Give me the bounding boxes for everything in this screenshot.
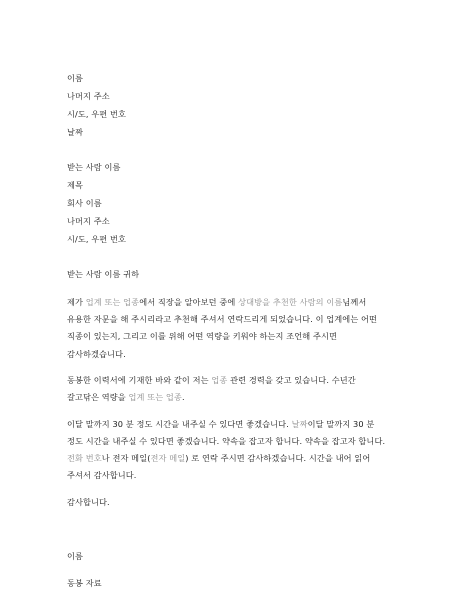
body-p1-line2: 유용한 자문을 해 주시리라고 추천해 주셔서 연락드리게 되었습니다. 이 업계에는 어떤 bbox=[67, 314, 378, 324]
placeholder-phone: 전화 번호 bbox=[67, 453, 102, 463]
recipient-name: 받는 사람 이름 bbox=[67, 162, 121, 172]
body-p3-line3 bbox=[67, 453, 370, 464]
recipient-city-zip: 시/도, 우편 번호 bbox=[67, 234, 127, 244]
text-run: 동봉한 이력서에 기재한 바와 같이 저는 bbox=[67, 375, 212, 385]
placeholder-referrer-name: 상대방을 추천한 사람의 이름 bbox=[238, 297, 343, 307]
signature-name: 이름 bbox=[67, 551, 84, 561]
text-run: . bbox=[181, 392, 185, 402]
sender-name: 이름 bbox=[67, 73, 84, 83]
placeholder-field: 업종 bbox=[211, 375, 228, 385]
body-p1-line4: 감사하겠습니다. bbox=[67, 349, 126, 359]
sender-address: 나머지 주소 bbox=[67, 91, 110, 101]
closing: 감사합니다. bbox=[67, 497, 110, 507]
placeholder-date: 날짜 bbox=[291, 419, 308, 429]
text-run: ) 로 연락 주시면 감사하겠습니다. 시간을 내어 읽어 bbox=[185, 453, 371, 463]
placeholder-email: 전자 메일 bbox=[150, 453, 186, 463]
text-run: 이달 말까지 30 분 정도 시간을 내주실 수 있다면 좋겠습니다. bbox=[67, 419, 292, 429]
text-run: 제가 bbox=[67, 297, 86, 307]
letter-date: 날짜 bbox=[67, 127, 84, 137]
salutation: 받는 사람 이름 귀하 bbox=[67, 269, 140, 279]
text-run: 이달 말까지 30 분 bbox=[307, 419, 375, 429]
body-p3-line4: 주셔서 감사합니다. bbox=[67, 470, 137, 480]
recipient-title: 제목 bbox=[67, 180, 84, 190]
text-run: 관련 경력을 갖고 있습니다. 수년간 bbox=[227, 375, 356, 385]
text-run: 에서 직장을 알아보던 중에 bbox=[139, 297, 239, 307]
text-run: 님께서 bbox=[342, 297, 367, 307]
enclosure: 동봉 자료 bbox=[67, 578, 102, 588]
recipient-address: 나머지 주소 bbox=[67, 216, 110, 226]
body-p1-line1 bbox=[67, 297, 366, 308]
body-p3-line1 bbox=[67, 419, 374, 430]
body-p3-line2: 정도 시간을 내주실 수 있다면 좋겠습니다. 약속을 잡고자 합니다. 약속을 잡고자 합니다. bbox=[67, 436, 386, 446]
body-p2-line1 bbox=[67, 375, 356, 386]
text-run: 갈고닦은 역량을 bbox=[67, 392, 129, 402]
placeholder-industry: 업계 또는 업종 bbox=[128, 392, 182, 402]
body-p1-line3: 직종이 있는지, 그리고 이를 위해 어떤 역량을 키워야 하는지 조언해 주시면 bbox=[67, 331, 338, 341]
sender-city-zip: 시/도, 우편 번호 bbox=[67, 109, 127, 119]
recipient-company: 회사 이름 bbox=[67, 198, 102, 208]
placeholder-industry: 업계 또는 업종 bbox=[85, 297, 140, 307]
body-p2-line2 bbox=[67, 392, 185, 403]
text-run: 나 전자 메일( bbox=[101, 453, 151, 463]
